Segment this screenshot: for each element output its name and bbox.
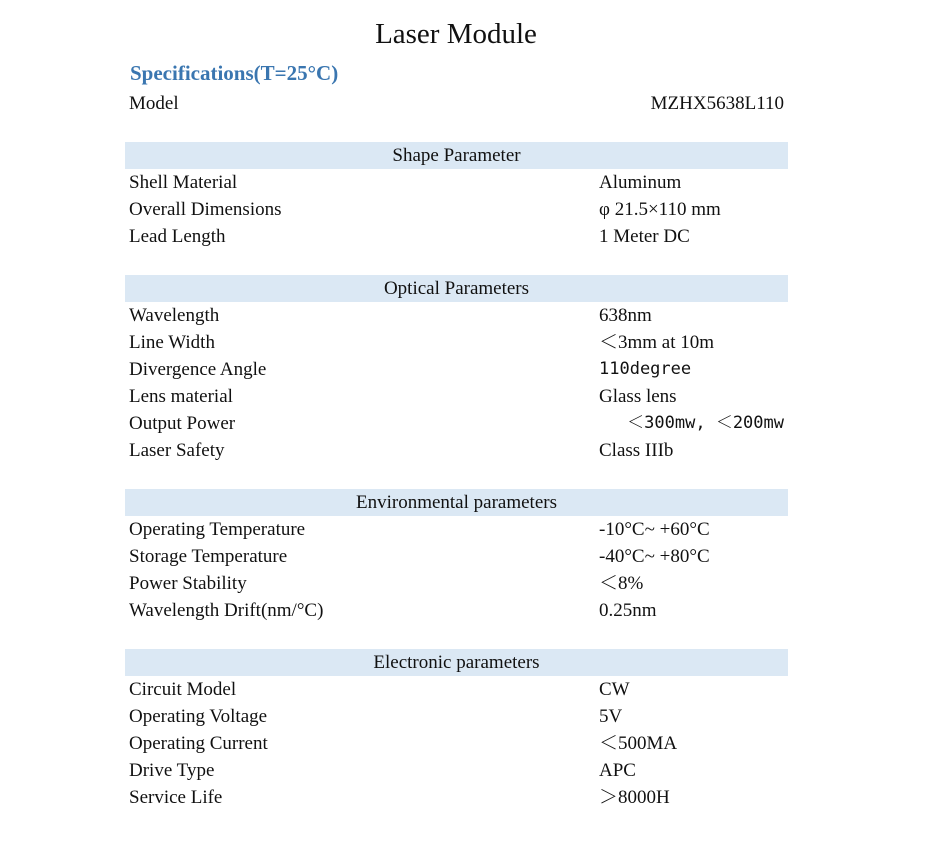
spec-value: φ 21.5×110 mm xyxy=(599,199,721,220)
spec-row xyxy=(125,437,788,464)
spec-row xyxy=(125,757,788,784)
model-row xyxy=(125,90,788,117)
spec-row xyxy=(125,329,788,356)
spec-label: Operating Voltage xyxy=(129,706,268,727)
spec-label: Divergence Angle xyxy=(129,359,267,380)
spec-value: CW xyxy=(599,679,630,700)
spec-row xyxy=(125,356,788,383)
section-optical-parameters xyxy=(125,275,788,464)
spec-label: Service Life xyxy=(129,787,223,808)
spec-label: Laser Safety xyxy=(129,440,225,461)
section-electronic-parameters xyxy=(125,649,788,811)
spec-value: ＜300mw, ＜200mw xyxy=(627,413,784,433)
spec-value: 638nm xyxy=(599,305,652,326)
spec-value: APC xyxy=(599,760,636,781)
spec-label: Operating Current xyxy=(129,733,268,754)
spec-label: Wavelength Drift(nm/°C) xyxy=(129,600,324,621)
section-shape-parameter xyxy=(125,142,788,250)
model-label: Model xyxy=(129,93,179,114)
spec-row xyxy=(125,223,788,250)
section-header: Environmental parameters xyxy=(125,489,788,516)
specifications-heading: Specifications(T=25°C) xyxy=(130,61,339,85)
section-header: Optical Parameters xyxy=(125,275,788,302)
page-title: Laser Module xyxy=(375,18,537,50)
spec-row xyxy=(125,302,788,329)
spec-value: Aluminum xyxy=(599,172,682,193)
section-header: Electronic parameters xyxy=(125,649,788,676)
spec-row xyxy=(125,383,788,410)
spec-row xyxy=(125,730,788,757)
spec-row xyxy=(125,169,788,196)
spec-row xyxy=(125,597,788,624)
section-environmental-parameters xyxy=(125,489,788,624)
spec-label: Lead Length xyxy=(129,226,226,247)
spec-value: 0.25nm xyxy=(599,600,657,621)
spec-value: -40°C~ +80°C xyxy=(599,546,710,567)
spec-label: Wavelength xyxy=(129,305,220,326)
spec-label: Storage Temperature xyxy=(129,546,288,567)
spec-label: Drive Type xyxy=(129,760,215,781)
section-header: Shape Parameter xyxy=(125,142,788,169)
spec-row xyxy=(125,196,788,223)
spec-row xyxy=(125,676,788,703)
spec-value: ＜3mm at 10m xyxy=(599,332,715,353)
spec-value: ＞8000H xyxy=(599,787,670,808)
spec-label: Circuit Model xyxy=(129,679,237,700)
spec-row xyxy=(125,784,788,811)
spec-label: Operating Temperature xyxy=(129,519,306,540)
spec-row xyxy=(125,570,788,597)
spec-label: Output Power xyxy=(129,413,236,434)
spec-table xyxy=(125,90,788,811)
spec-value: ＜8% xyxy=(599,573,644,594)
spec-label: Shell Material xyxy=(129,172,238,193)
spec-value: 5V xyxy=(599,706,623,727)
spec-row xyxy=(125,410,788,437)
spec-label: Power Stability xyxy=(129,573,247,594)
spec-row xyxy=(125,516,788,543)
spec-row xyxy=(125,543,788,570)
spec-row xyxy=(125,703,788,730)
spec-value: 110degree xyxy=(599,359,692,379)
spec-value: 1 Meter DC xyxy=(599,226,690,247)
spec-value: Class IIIb xyxy=(599,440,674,461)
spec-value: ＜500MA xyxy=(599,733,678,754)
spec-value: Glass lens xyxy=(599,386,677,407)
spec-value: -10°C~ +60°C xyxy=(599,519,710,540)
spec-label: Lens material xyxy=(129,386,233,407)
spec-label: Overall Dimensions xyxy=(129,199,282,220)
spec-label: Line Width xyxy=(129,332,215,353)
model-value: MZHX5638L110 xyxy=(650,93,784,114)
